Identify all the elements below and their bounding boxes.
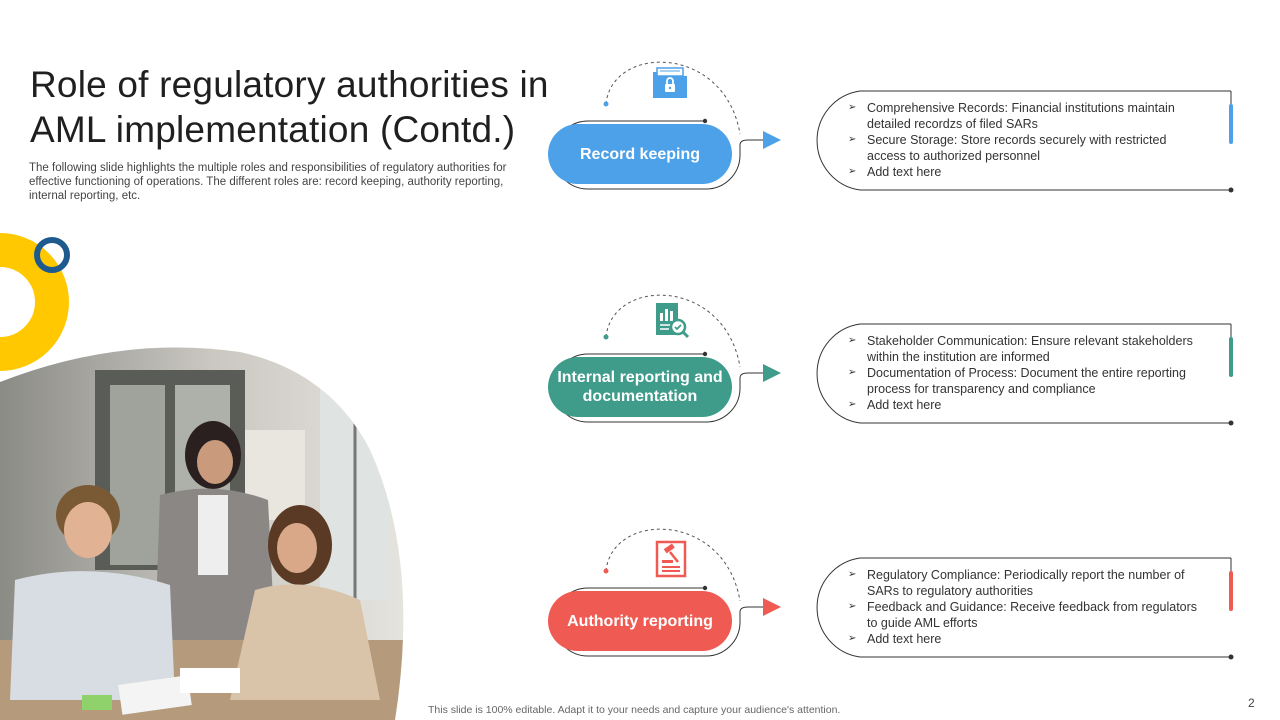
list-item: ➢ Add text here (848, 631, 1198, 647)
list-item: ➢ Add text here (848, 397, 1198, 413)
list-item: ➢ Comprehensive Records: Financial institutions maintain detailed recordzs of filed SARs (848, 100, 1198, 132)
card-dot (1229, 188, 1234, 193)
arc-dot (703, 119, 707, 123)
internal-reporting-label: Internal reporting and documentation (557, 369, 723, 405)
authority-reporting-bullets (848, 567, 1198, 647)
arrow-head (763, 598, 781, 616)
list-item: ➢ Documentation of Process: Document the entire reporting process for transparency and compliance (848, 365, 1198, 397)
list-item: ➢ Add text here (848, 164, 1198, 180)
card-dot (1229, 421, 1234, 426)
page-subtitle: The following slide highlights the multiple roles and responsibilities of regulatory authorities for effective functioning of operations. The different roles are: record keeping, authority reporting, internal reporting, etc. (29, 162, 507, 202)
arc-dot (604, 102, 609, 107)
internal-reporting-pill (548, 357, 732, 417)
page-title: Role of regulatory authorities in AML implementation (Contd.) (30, 64, 549, 150)
arc-dot (604, 335, 609, 340)
card-accent-bar (1229, 337, 1233, 377)
list-item: ➢ Secure Storage: Store records securely with restricted access to authorized personnel (848, 132, 1198, 164)
arc-dot (703, 586, 707, 590)
list-item: ➢ Regulatory Compliance: Periodically report the number of SARs to regulatory authorities (848, 567, 1198, 599)
card-accent-bar (1229, 104, 1233, 144)
footer-note: This slide is 100% editable. Adapt it to your needs and capture your audience's attention. (428, 704, 841, 716)
record-keeping-label: Record keeping (579, 145, 701, 163)
card-dot (1229, 655, 1234, 660)
arrow-head (763, 131, 781, 149)
record-keeping-pill (548, 124, 732, 184)
card-accent-bar (1229, 571, 1233, 611)
internal-reporting-bullets (848, 333, 1198, 413)
authority-reporting-pill (548, 591, 732, 651)
page-number: 2 (1248, 696, 1255, 710)
record-keeping-bullets (848, 100, 1198, 180)
gavel-document-icon (655, 540, 689, 583)
report-magnifier-icon (653, 301, 689, 344)
arc-dot (703, 352, 707, 356)
list-item: ➢ Feedback and Guidance: Receive feedback from regulators to guide AML efforts (848, 599, 1198, 631)
arrow-head (763, 364, 781, 382)
folder-lock-icon (651, 66, 689, 105)
arc-dot (604, 569, 609, 574)
list-item: ➢ Stakeholder Communication: Ensure relevant stakeholders within the institution are informed (848, 333, 1198, 365)
authority-reporting-label: Authority reporting (567, 612, 713, 630)
